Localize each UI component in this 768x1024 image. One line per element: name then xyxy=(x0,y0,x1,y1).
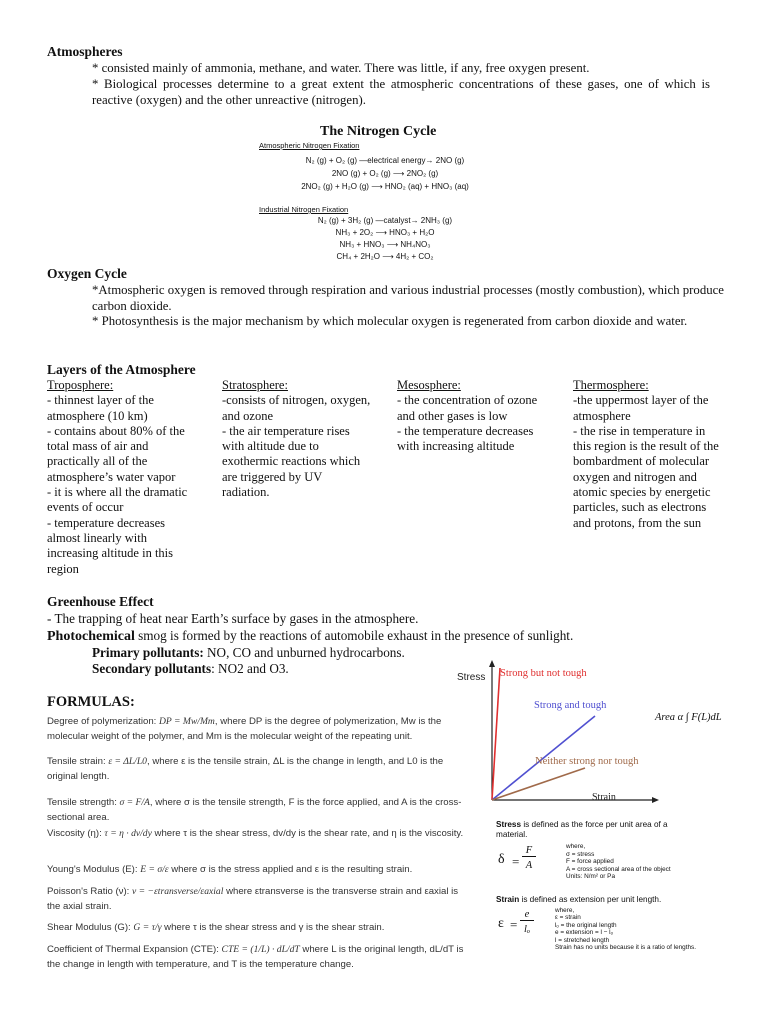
where-line: l = stretched length xyxy=(555,936,610,944)
formula-name: Tensile strain: xyxy=(47,756,106,767)
oxygen-cycle-line-1: *Atmospheric oxygen is removed through respiration and various industrial processes (mostly combustion), which produce carbon dioxide. xyxy=(92,283,724,313)
formula-name: Coefficient of Thermal Expansion (CTE): xyxy=(47,944,219,955)
formula-tensile-strain xyxy=(47,754,467,784)
series-line-neither xyxy=(492,768,585,800)
formula-desc: where L is the original length, dL/dT is the change in length with temperature, and T is the temperature change. xyxy=(47,944,464,970)
formula-desc: , where DP is the degree of polymerization, Mw is the molecular weight of the polymer, and Mm is the molecular weight of the repeating unit. xyxy=(47,716,442,742)
ind-equation: CH₄ + 2H₂O ⟶ 4H₂ + CO₂ xyxy=(336,252,434,261)
formula-tensile-strength xyxy=(47,795,467,825)
where-line: σ = stress xyxy=(566,850,595,858)
formula-eq: ν = −εtransverse/εaxial xyxy=(132,886,224,897)
formula-eq: DP = Mw/Mm xyxy=(159,716,215,727)
formula-desc: where εtransverse is the transverse strain and εaxial is the axial strain. xyxy=(47,886,459,912)
where-line: F = force applied xyxy=(566,858,614,866)
stress-text: is defined as the force per unit area of a material. xyxy=(496,820,668,839)
strain-bold: Strain xyxy=(496,895,520,904)
atm-equation: 2NO₂ (g) + H₂O (g) ⟶ HNO₂ (aq) + HNO₃ (aq) xyxy=(301,182,469,191)
smog-rest: smog is formed by the reactions of automobile exhaust in the presence of sunlight. xyxy=(134,628,574,643)
nitrogen-fixation-figure xyxy=(255,140,515,265)
oxygen-cycle-heading: Oxygen Cycle xyxy=(47,266,127,281)
where-line: where, xyxy=(555,907,575,914)
where-line: where, xyxy=(566,843,586,850)
chart-xlabel: Strain xyxy=(592,792,616,803)
stress-where xyxy=(566,843,671,881)
x-axis-arrow xyxy=(652,797,659,803)
formula-name: Degree of polymerization: xyxy=(47,716,157,727)
stress-equals: = xyxy=(512,854,520,869)
series-label-strong-not-tough: Strong but not tough xyxy=(500,668,587,679)
atmospheric-fixation-heading: Atmospheric Nitrogen Fixation xyxy=(259,141,360,150)
where-line: Units: N/m² or Pa xyxy=(566,873,616,881)
secondary-value: : NO2 and O3. xyxy=(211,661,289,676)
ind-equation: NH₃ + HNO₃ ⟶ NH₄NO₃ xyxy=(339,240,431,249)
layer-column-thermosphere xyxy=(573,378,723,531)
ind-equation: N₂ (g) + 3H₂ (g) —catalyst→ 2NH₃ (g) xyxy=(317,216,453,225)
layer-title: Stratosphere: xyxy=(222,378,288,392)
formula-eq: E = σ/ε xyxy=(140,864,169,875)
formula-desc: , where σ is the tensile strength, F is the force applied, and A is the cross-sectional area. xyxy=(47,797,462,823)
where-line: A = cross sectional area of the object xyxy=(566,865,671,873)
where-line: ε = strain xyxy=(555,914,581,922)
primary-label: Primary pollutants: xyxy=(92,645,204,660)
stress-bold: Stress xyxy=(496,820,522,829)
layer-column-troposphere xyxy=(47,378,197,577)
series-label-neither: Neither strong nor tough xyxy=(535,756,639,767)
layer-text: -the uppermost layer of the atmosphere - the rise in temperature in this region is the result of the bombardment of molecular oxygen and nitrogen and atomic species by energetic particles, such as electrons and protons, from the sun xyxy=(573,393,719,530)
formula-name: Poisson's Ratio (ν): xyxy=(47,886,130,897)
formula-eq: τ = η · dv/dy xyxy=(104,828,152,839)
where-line: Strain has no units because it is a ratio of lengths. xyxy=(555,944,697,952)
formula-desc: , where ε is the tensile strain, ΔL is the change in length, and L0 is the original length. xyxy=(47,756,444,782)
formula-desc: where σ is the stress applied and ε is the resulting strain. xyxy=(168,864,413,875)
formulas-heading: FORMULAS: xyxy=(47,694,135,710)
layer-text: -consists of nitrogen, oxygen, and ozone - the air temperature rises with altitude due to exothermic reactions which are triggered by UV radiation. xyxy=(222,393,371,500)
formula-name: Shear Modulus (G): xyxy=(47,922,131,933)
atmospheres-line-1: * consisted mainly of ammonia, methane, and water. There was little, if any, free oxygen present. xyxy=(92,61,590,75)
atm-equation: 2NO (g) + O₂ (g) ⟶ 2NO₂ (g) xyxy=(331,169,439,178)
nitrogen-cycle-title: The Nitrogen Cycle xyxy=(320,124,437,139)
layer-text: - the concentration of ozone and other gases is low - the temperature decreases with increasing altitude xyxy=(397,393,538,454)
formula-desc: where τ is the shear stress and γ is the shear strain. xyxy=(161,922,385,933)
layer-title: Thermosphere: xyxy=(573,378,649,392)
smog-bold: Photochemical xyxy=(47,629,135,644)
atmospheres-heading: Atmospheres xyxy=(47,44,123,59)
stress-symbol: δ xyxy=(498,852,505,867)
strain-definition xyxy=(496,895,696,905)
greenhouse-line: - The trapping of heat near Earth’s surface by gases in the atmosphere. xyxy=(47,611,419,626)
formula-youngs-modulus xyxy=(47,862,467,877)
layer-column-mesosphere xyxy=(397,378,547,454)
layer-text: - thinnest layer of the atmosphere (10 km) - contains about 80% of the total mass of air and practically all of the atmosphere’s water vapor - it is where all the dramatic events of occur - temperature decreases almost linearly with increasing altitude in this region xyxy=(47,393,188,576)
stress-strain-chart xyxy=(455,660,660,808)
series-label-strong-tough: Strong and tough xyxy=(534,700,607,711)
formula-viscosity xyxy=(47,826,467,841)
smog-line xyxy=(47,628,573,645)
formula-cte xyxy=(47,942,467,972)
where-line: e = extension = l − lₒ xyxy=(555,929,614,937)
stress-definition xyxy=(496,820,696,840)
strain-symbol: ε xyxy=(498,916,504,931)
secondary-pollutants xyxy=(92,661,289,677)
series-line-strong-not-tough xyxy=(492,668,500,800)
formula-name: Viscosity (η): xyxy=(47,828,102,839)
ind-equation: NH₃ + 2O₂ ⟶ HNO₃ + H₂O xyxy=(335,228,435,237)
formula-eq: σ = F/A xyxy=(119,797,150,808)
strain-equals: = xyxy=(510,917,518,932)
strain-denominator: lₒ xyxy=(524,924,530,935)
primary-pollutants xyxy=(92,645,405,661)
atm-equation: N₂ (g) + O₂ (g) —electrical energy→ 2NO (g) xyxy=(305,156,465,165)
oxygen-cycle-line-2: * Photosynthesis is the major mechanism by which molecular oxygen is regenerated from carbon dioxide and water. xyxy=(92,314,688,328)
stress-denominator: A xyxy=(525,860,533,871)
formula-degree-polymerization xyxy=(47,714,467,744)
formula-eq: CTE = (1/L) · dL/dT xyxy=(221,944,300,955)
strain-where xyxy=(555,907,696,951)
secondary-label: Secondary pollutants xyxy=(92,661,212,676)
stress-numerator: F xyxy=(522,845,536,857)
layer-column-stratosphere xyxy=(222,378,372,500)
strain-numerator: e xyxy=(520,909,534,921)
atmospheres-line-2: * Biological processes determine to a great extent the atmospheric concentrations of these gases, one of which is reactive (oxygen) and the other unreactive (nitrogen). xyxy=(92,77,710,107)
formula-shear-modulus xyxy=(47,920,467,935)
formula-poissons-ratio xyxy=(47,884,467,914)
area-formula: Area α ∫ F(L)dL xyxy=(655,712,722,723)
layer-title: Troposphere: xyxy=(47,378,114,392)
y-axis-arrow xyxy=(489,660,495,667)
industrial-fixation-heading: Industrial Nitrogen Fixation xyxy=(259,205,349,214)
formula-eq: G = τ/γ xyxy=(133,922,162,933)
greenhouse-heading: Greenhouse Effect xyxy=(47,594,154,609)
strain-text: is defined as extension per unit length. xyxy=(519,895,662,904)
layer-title: Mesosphere: xyxy=(397,378,461,392)
where-line: lₒ = the original length xyxy=(555,921,617,929)
formula-name: Tensile strength: xyxy=(47,797,117,808)
formula-desc: where τ is the shear stress, dv/dy is the shear rate, and η is the viscosity. xyxy=(151,828,464,839)
formula-eq: ε = ΔL/L0 xyxy=(108,756,147,767)
formula-name: Young's Modulus (E): xyxy=(47,864,138,875)
layers-heading: Layers of the Atmosphere xyxy=(47,362,196,377)
primary-value: NO, CO and unburned hydrocarbons. xyxy=(203,645,405,660)
chart-ylabel: Stress xyxy=(457,672,486,683)
